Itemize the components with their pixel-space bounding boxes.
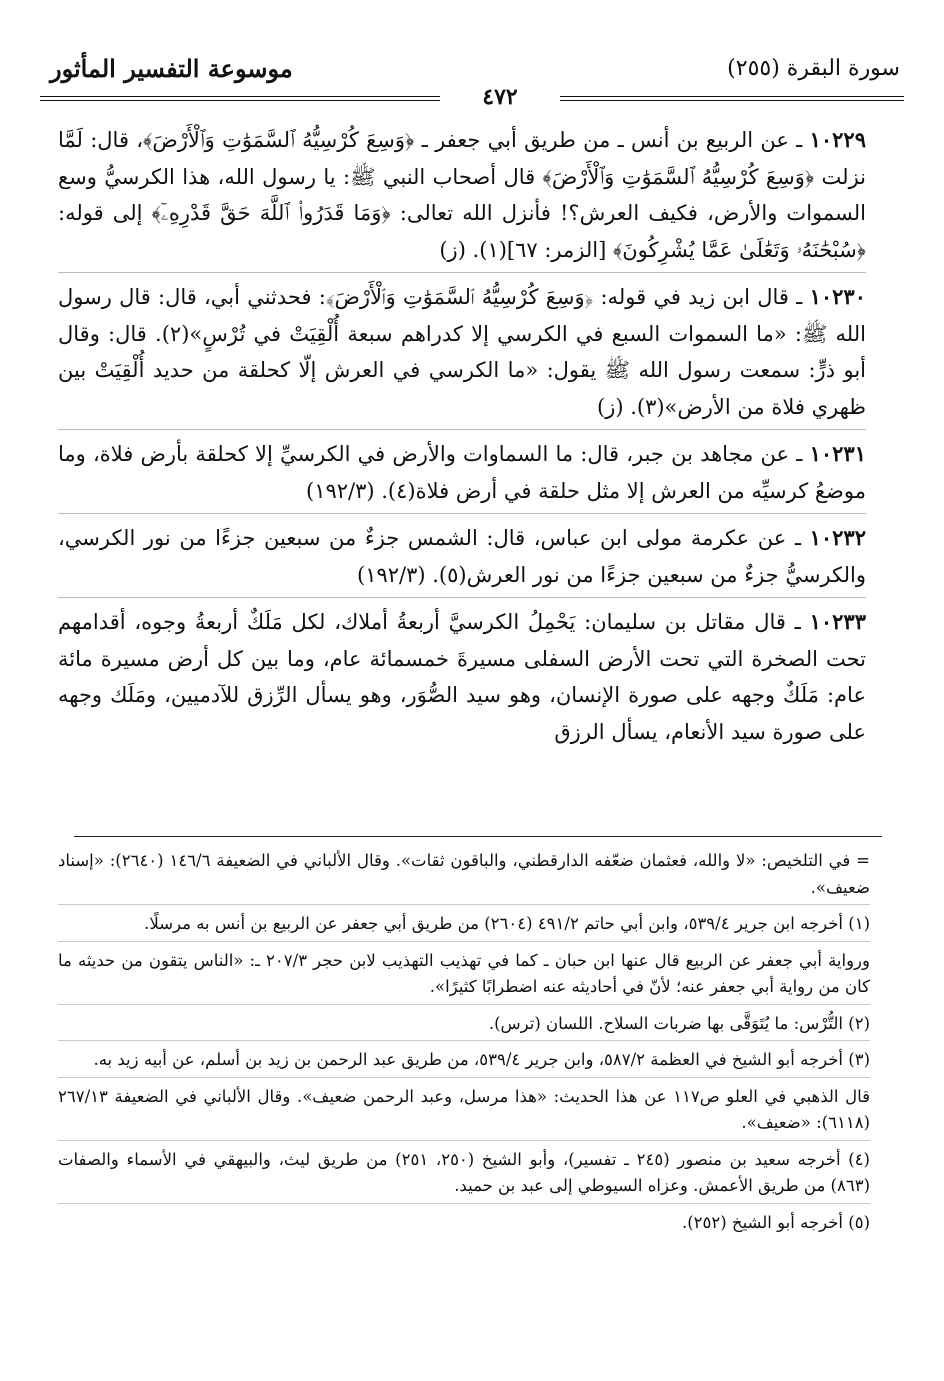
footnote: قال الذهبي في العلو ص١١٧ عن هذا الحديث: «هذا مرسل، وعبد الرحمن ضعيف». وقال الألباني في الضعيفة ٢٦٧/١٣ (٦١١٨): «ضعيف».: [58, 1084, 870, 1141]
footnote: (٥) أخرجه أبو الشيخ (٢٥٢).: [681, 1212, 870, 1232]
main-text: [58, 122, 866, 760]
entry: [58, 279, 866, 430]
book-title: موسوعة التفسير المأثور: [50, 54, 293, 83]
footnote-divider: [74, 836, 882, 837]
entry-text: ـ عن عكرمة مولى ابن عباس، قال: الشمس جزءٌ من سبعين جزءًا من نور الكرسي، والكرسيُّ جزءٌ من سبعين جزءًا من نور العرش(٥). (١٩٢/٣): [58, 526, 866, 587]
entry: [58, 436, 866, 514]
surah-label: سورة البقرة (٢٥٥): [727, 56, 900, 81]
footnote: (٣) أخرجه أبو الشيخ في العظمة ٥٨٧/٢، وابن جرير ٥٣٩/٤، من طريق عبد الرحمن بن زيد بن أسلم، عن أبيه زيد به.: [58, 1047, 870, 1078]
footnotes: [58, 848, 870, 1245]
entry-text: ـ قال مقاتل بن سليمان: يَحْمِلُ الكرسيَّ أربعةُ أملاك، لكل مَلَكٌ أربعةُ وجوه، أقدامهم تحت الصخرة التي تحت الأرض السفلى مسيرةَ خمسمائة عام، وما بين كل أرض مسيرة مائة عام: مَلَكٌ وجهه على صورة الإنسان، وهو سيد الصُّوَر، وهو يسأل الرِّزق للآدميين، ومَلَك وجهه على صورة سيد الأنعام، يسأل الرزق: [58, 610, 866, 744]
footnote: (٤) أخرجه سعيد بن منصور (٢٤٥ ـ تفسير)، وأبو الشيخ (٢٥٠، ٢٥١) من طريق ليث، والبيهقي في الأسماء والصفات (٨٦٣) من طريق الأعمش. وعزاه السيوطي إلى عبد بن حميد.: [58, 1147, 870, 1204]
footnote: = في التلخيص: «لا والله، فعثمان ضعّفه الدارقطني، والباقون ثقات». وقال الألباني في الضعيفة ١٤٦/٦ (٢٦٤٠): «إسناد ضعيف».: [58, 848, 870, 905]
entry: [58, 122, 866, 273]
entry-number: ١٠٢٢٩: [809, 127, 866, 152]
footnote: (٢) التُّرْس: ما يُتَوَقَّى بها ضربات السلاح. اللسان (ترس).: [58, 1011, 870, 1042]
entry-text: ـ عن الربيع بن أنس ـ من طريق أبي جعفر ـ ﴿وَسِعَ كُرْسِيُّهُ ٱلسَّمَوَٰتِ وَٱلْأَرْضَ﴾، قال: لَمَّا نزلت ﴿وَسِعَ كُرْسِيُّهُ ٱلسَّمَوَٰتِ وَٱلْأَرْضَ﴾ قال أصحاب النبي ﷺ: يا رسول الله، هذا الكرسيُّ وسع السموات والأرض، فكيف العرش؟! فأنزل الله تعالى: ﴿وَمَا قَدَرُوا۟ ٱللَّهَ حَقَّ قَدْرِهِۦٓ﴾ إلى قوله: ﴿سُبْحَٰنَهُۥ وَتَعَٰلَىٰ عَمَّا يُشْرِكُونَ﴾ [الزمر: ٦٧](١). (ز): [58, 128, 866, 262]
entry-number: ١٠٢٣٢: [809, 525, 866, 550]
footnote: (١) أخرجه ابن جرير ٥٣٩/٤، وابن أبي حاتم ٤٩١/٢ (٢٦٠٤) من طريق أبي جعفر عن الربيع بن أنس به مرسلًا.: [58, 911, 870, 942]
page-header: [40, 52, 904, 112]
entry-text: ـ قال ابن زيد في قوله: ﴿وَسِعَ كُرْسِيُّهُ ٱلسَّمَوَٰتِ وَٱلْأَرْضَ﴾: فحدثني أبي، قال: قال رسول الله ﷺ: «ما السموات السبع في الكرسي إلا كدراهم سبعة أُلْقِيَتْ في تُرْسٍ»(٢). قال: وقال أبو ذرٍّ: سمعت رسول الله ﷺ يقول: «ما الكرسي في العرش إلّا كحلقة من حديد أُلْقِيَتْ بين ظهري فلاة من الأرض»(٣). (ز): [58, 285, 866, 419]
page-number: ٤٧٢: [440, 84, 560, 110]
entry-number: ١٠٢٣٣: [809, 609, 866, 634]
entry-text: ـ عن مجاهد بن جبر، قال: ما السماوات والأرض في الكرسيِّ إلا كحلقة بأرض فلاة، وما موضعُ كرسيِّه من العرش إلا مثل حلقة في أرض فلاة(٤). (١٩٢/٣): [58, 442, 866, 503]
entry-number: ١٠٢٣١: [809, 441, 866, 466]
footnote: ورواية أبي جعفر عن الربيع قال عنها ابن حبان ـ كما في تهذيب التهذيب لابن حجر ٢٠٧/٣ ـ: «الناس يتقون من حديثه ما كان من رواية أبي جعفر عنه؛ لأنّ في أحاديثه عنه اضطرابًا كثيرًا».: [58, 948, 870, 1005]
entry-number: ١٠٢٣٠: [809, 284, 866, 309]
entry: [58, 520, 866, 598]
entry: [58, 604, 866, 754]
